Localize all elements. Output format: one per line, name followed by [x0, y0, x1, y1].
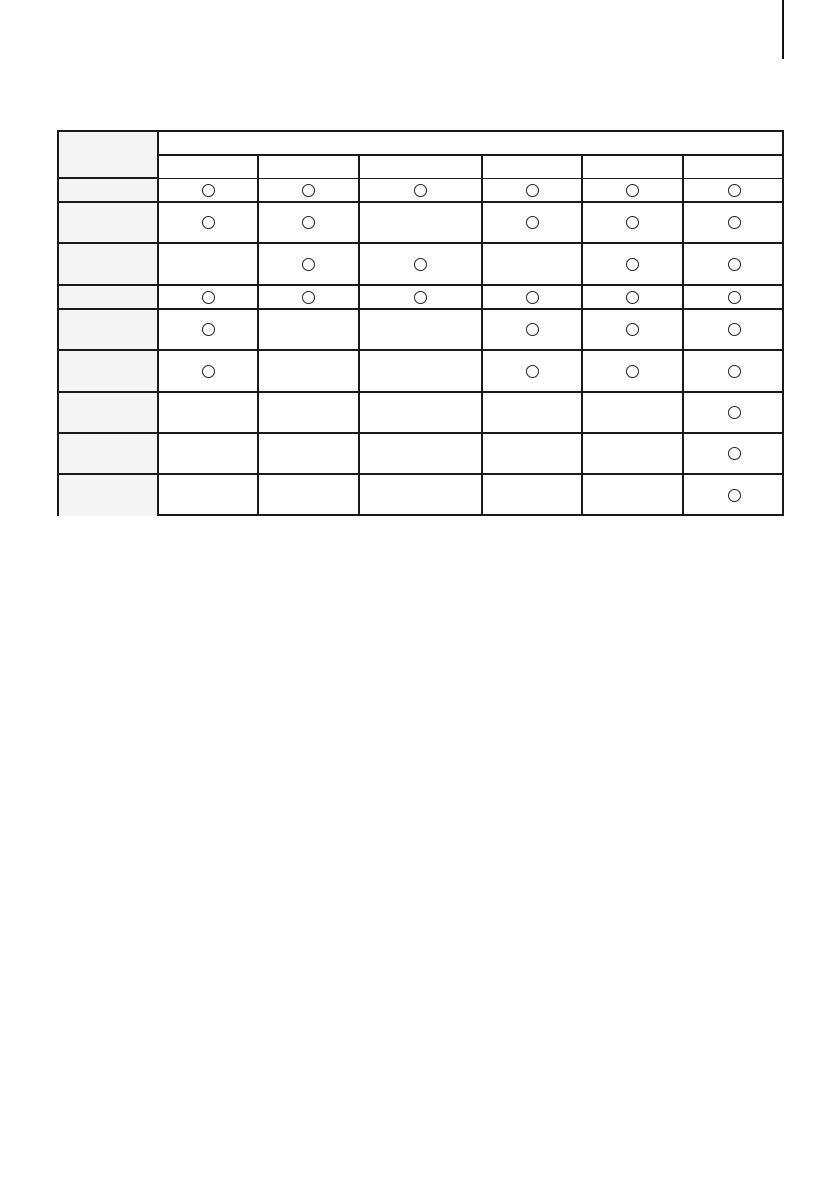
row-header [59, 434, 159, 475]
row-header [59, 475, 159, 516]
table-cell [483, 351, 583, 393]
circle-mark-icon [302, 258, 315, 271]
table-corner-header [59, 132, 159, 179]
table-cell [684, 434, 784, 475]
table-cell [684, 393, 784, 434]
row-header [59, 203, 159, 244]
circle-mark-icon [202, 323, 215, 336]
table-cell [483, 203, 583, 244]
table-cell [583, 244, 684, 286]
column-header [360, 156, 483, 179]
table-cell [583, 179, 684, 203]
row-header [59, 179, 159, 203]
table-cell [360, 351, 483, 393]
table-cell [360, 475, 483, 516]
circle-mark-icon [202, 291, 215, 304]
table-cell [684, 310, 784, 351]
table-cell [159, 310, 259, 351]
circle-mark-icon [626, 216, 639, 229]
table-cell [259, 203, 360, 244]
circle-mark-icon [626, 365, 639, 378]
table-cell [259, 179, 360, 203]
circle-mark-icon [626, 258, 639, 271]
circle-mark-icon [728, 291, 741, 304]
circle-mark-icon [526, 184, 539, 197]
table-cell [583, 310, 684, 351]
table-cell [159, 351, 259, 393]
column-group-header [159, 132, 784, 156]
column-header [583, 156, 684, 179]
table-cell [159, 434, 259, 475]
table-cell [159, 286, 259, 310]
row-header [59, 310, 159, 351]
circle-mark-icon [526, 216, 539, 229]
table-cell [684, 203, 784, 244]
table-cell [583, 393, 684, 434]
circle-mark-icon [414, 291, 427, 304]
circle-mark-icon [526, 291, 539, 304]
column-header [684, 156, 784, 179]
table-cell [159, 475, 259, 516]
table-cell [159, 244, 259, 286]
table-cell [583, 475, 684, 516]
table-cell [684, 351, 784, 393]
circle-mark-icon [526, 323, 539, 336]
compatibility-table [57, 130, 784, 516]
circle-mark-icon [728, 323, 741, 336]
circle-mark-icon [202, 365, 215, 378]
table-cell [259, 286, 360, 310]
table-cell [360, 179, 483, 203]
table-cell [159, 393, 259, 434]
circle-mark-icon [202, 184, 215, 197]
table-cell [583, 434, 684, 475]
table-cell [259, 310, 360, 351]
column-header [159, 156, 259, 179]
table-cell [684, 286, 784, 310]
row-header [59, 286, 159, 310]
circle-mark-icon [728, 489, 741, 502]
table-cell [259, 244, 360, 286]
table-cell [360, 434, 483, 475]
circle-mark-icon [728, 365, 741, 378]
page-margin-line [782, 0, 784, 59]
circle-mark-icon [302, 291, 315, 304]
row-header [59, 244, 159, 286]
circle-mark-icon [728, 184, 741, 197]
table-cell [583, 351, 684, 393]
table-cell [483, 310, 583, 351]
table-cell [583, 203, 684, 244]
table-cell [483, 393, 583, 434]
circle-mark-icon [728, 406, 741, 419]
circle-mark-icon [526, 365, 539, 378]
column-header [483, 156, 583, 179]
table-cell [360, 286, 483, 310]
row-header [59, 393, 159, 434]
table-cell [159, 179, 259, 203]
table-cell [360, 203, 483, 244]
table-cell [684, 475, 784, 516]
table-cell [259, 434, 360, 475]
table-cell [360, 393, 483, 434]
table-cell [159, 203, 259, 244]
circle-mark-icon [414, 258, 427, 271]
table-cell [259, 351, 360, 393]
table-cell [684, 244, 784, 286]
circle-mark-icon [728, 447, 741, 460]
row-header [59, 351, 159, 393]
table-cell [483, 475, 583, 516]
table-cell [360, 310, 483, 351]
circle-mark-icon [302, 184, 315, 197]
table-cell [259, 475, 360, 516]
circle-mark-icon [728, 216, 741, 229]
circle-mark-icon [626, 323, 639, 336]
column-header [259, 156, 360, 179]
table-cell [684, 179, 784, 203]
table-cell [259, 393, 360, 434]
table-cell [583, 286, 684, 310]
circle-mark-icon [302, 216, 315, 229]
table-cell [360, 244, 483, 286]
circle-mark-icon [728, 258, 741, 271]
table-cell [483, 244, 583, 286]
circle-mark-icon [202, 216, 215, 229]
table-cell [483, 434, 583, 475]
circle-mark-icon [626, 184, 639, 197]
circle-mark-icon [414, 184, 427, 197]
circle-mark-icon [626, 291, 639, 304]
table-cell [483, 286, 583, 310]
table-cell [483, 179, 583, 203]
